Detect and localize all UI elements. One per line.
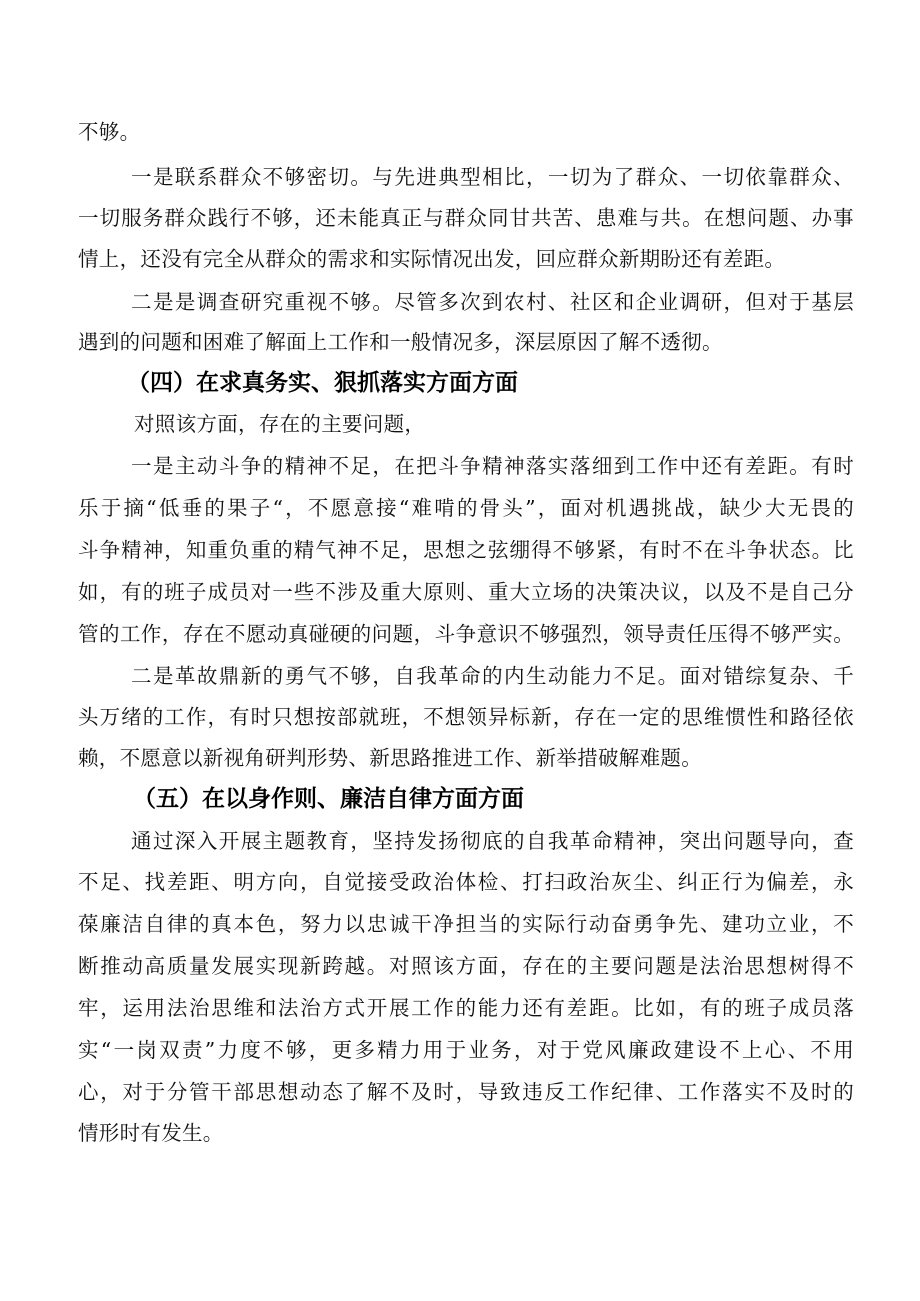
text-line: 乐于摘“低垂的果子“，不愿意接“难啃的骨头”，面对机遇挑战，缺少大无畏的: [78, 496, 854, 520]
text-line: 如，有的班子成员对一些不涉及重大原则、重大立场的决策决议，以及不是自己分: [78, 580, 854, 604]
text-line: 实“一岗双责”力度不够，更多精力用于业务，对于党风廉政建设不上心、不用: [78, 1038, 854, 1062]
text-line: 葆廉洁自律的真本色，努力以忠诚干净担当的实际行动奋勇争先、建功立业，不: [78, 912, 854, 936]
text-line: 牢，运用法治思维和法治方式开展工作的能力还有差距。比如，有的班子成员落: [78, 996, 854, 1020]
text-line: 遇到的问题和困难了解面上工作和一般情况多，深层原因了解不透彻。: [78, 330, 723, 354]
text-line: 管的工作，存在不愿动真碰硬的问题，斗争意识不够强烈，领导责任压得不够严实。: [78, 622, 854, 646]
section-heading-five: （五）在以身作则、廉洁自律方面方面: [133, 786, 524, 812]
paragraph-start-line: 通过深入开展主题教育，坚持发扬彻底的自我革命精神，突出问题导向，查: [131, 829, 854, 853]
paragraph-start-line: 二是革故鼎新的勇气不够，自我革命的内生动能力不足。面对错综复杂、千: [131, 664, 854, 688]
text-line: 情形时有发生。: [78, 1121, 224, 1145]
text-line: 不够。: [78, 120, 141, 144]
text-line: 斗争精神，知重负重的精气神不足，思想之弦绷得不够紧，有时不在斗争状态。比: [78, 538, 854, 562]
text-line: 头万绪的工作，有时只想按部就班，不想领异标新，存在一定的思维惯性和路径依: [78, 705, 854, 729]
text-line: 情上，还没有完全从群众的需求和实际情况出发，回应群众新期盼还有差距。: [78, 247, 786, 271]
paragraph-start-line: 一是联系群众不够密切。与先进典型相比，一切为了群众、一切依靠群众、: [131, 165, 854, 189]
section-heading-four: （四）在求真务实、狠抓落实方面方面: [127, 370, 518, 396]
text-line: 心，对于分管干部思想动态了解不及时，导致违反工作纪律、工作落实不及时的: [78, 1080, 854, 1104]
paragraph-start-line: 一是主动斗争的精神不足，在把斗争精神落实落细到工作中还有差距。有时: [131, 454, 854, 478]
text-line: 不足、找差距、明方向，自觉接受政治体检、打扫政治灰尘、纠正行为偏差，永: [78, 870, 854, 894]
text-line: 断推动高质量发展实现新跨越。对照该方面，存在的主要问题是法治思想树得不: [78, 954, 854, 978]
text-line: 赖，不愿意以新视角研判形势、新思路推进工作、新举措破解难题。: [78, 746, 702, 770]
paragraph-start-line: 对照该方面，存在的主要问题，: [134, 412, 426, 436]
paragraph-start-line: 二是是调查研究重视不够。尽管多次到农村、社区和企业调研，但对于基层: [131, 290, 854, 314]
text-line: 一切服务群众践行不够，还未能真正与群众同甘共苦、患难与共。在想问题、办事: [78, 206, 854, 230]
